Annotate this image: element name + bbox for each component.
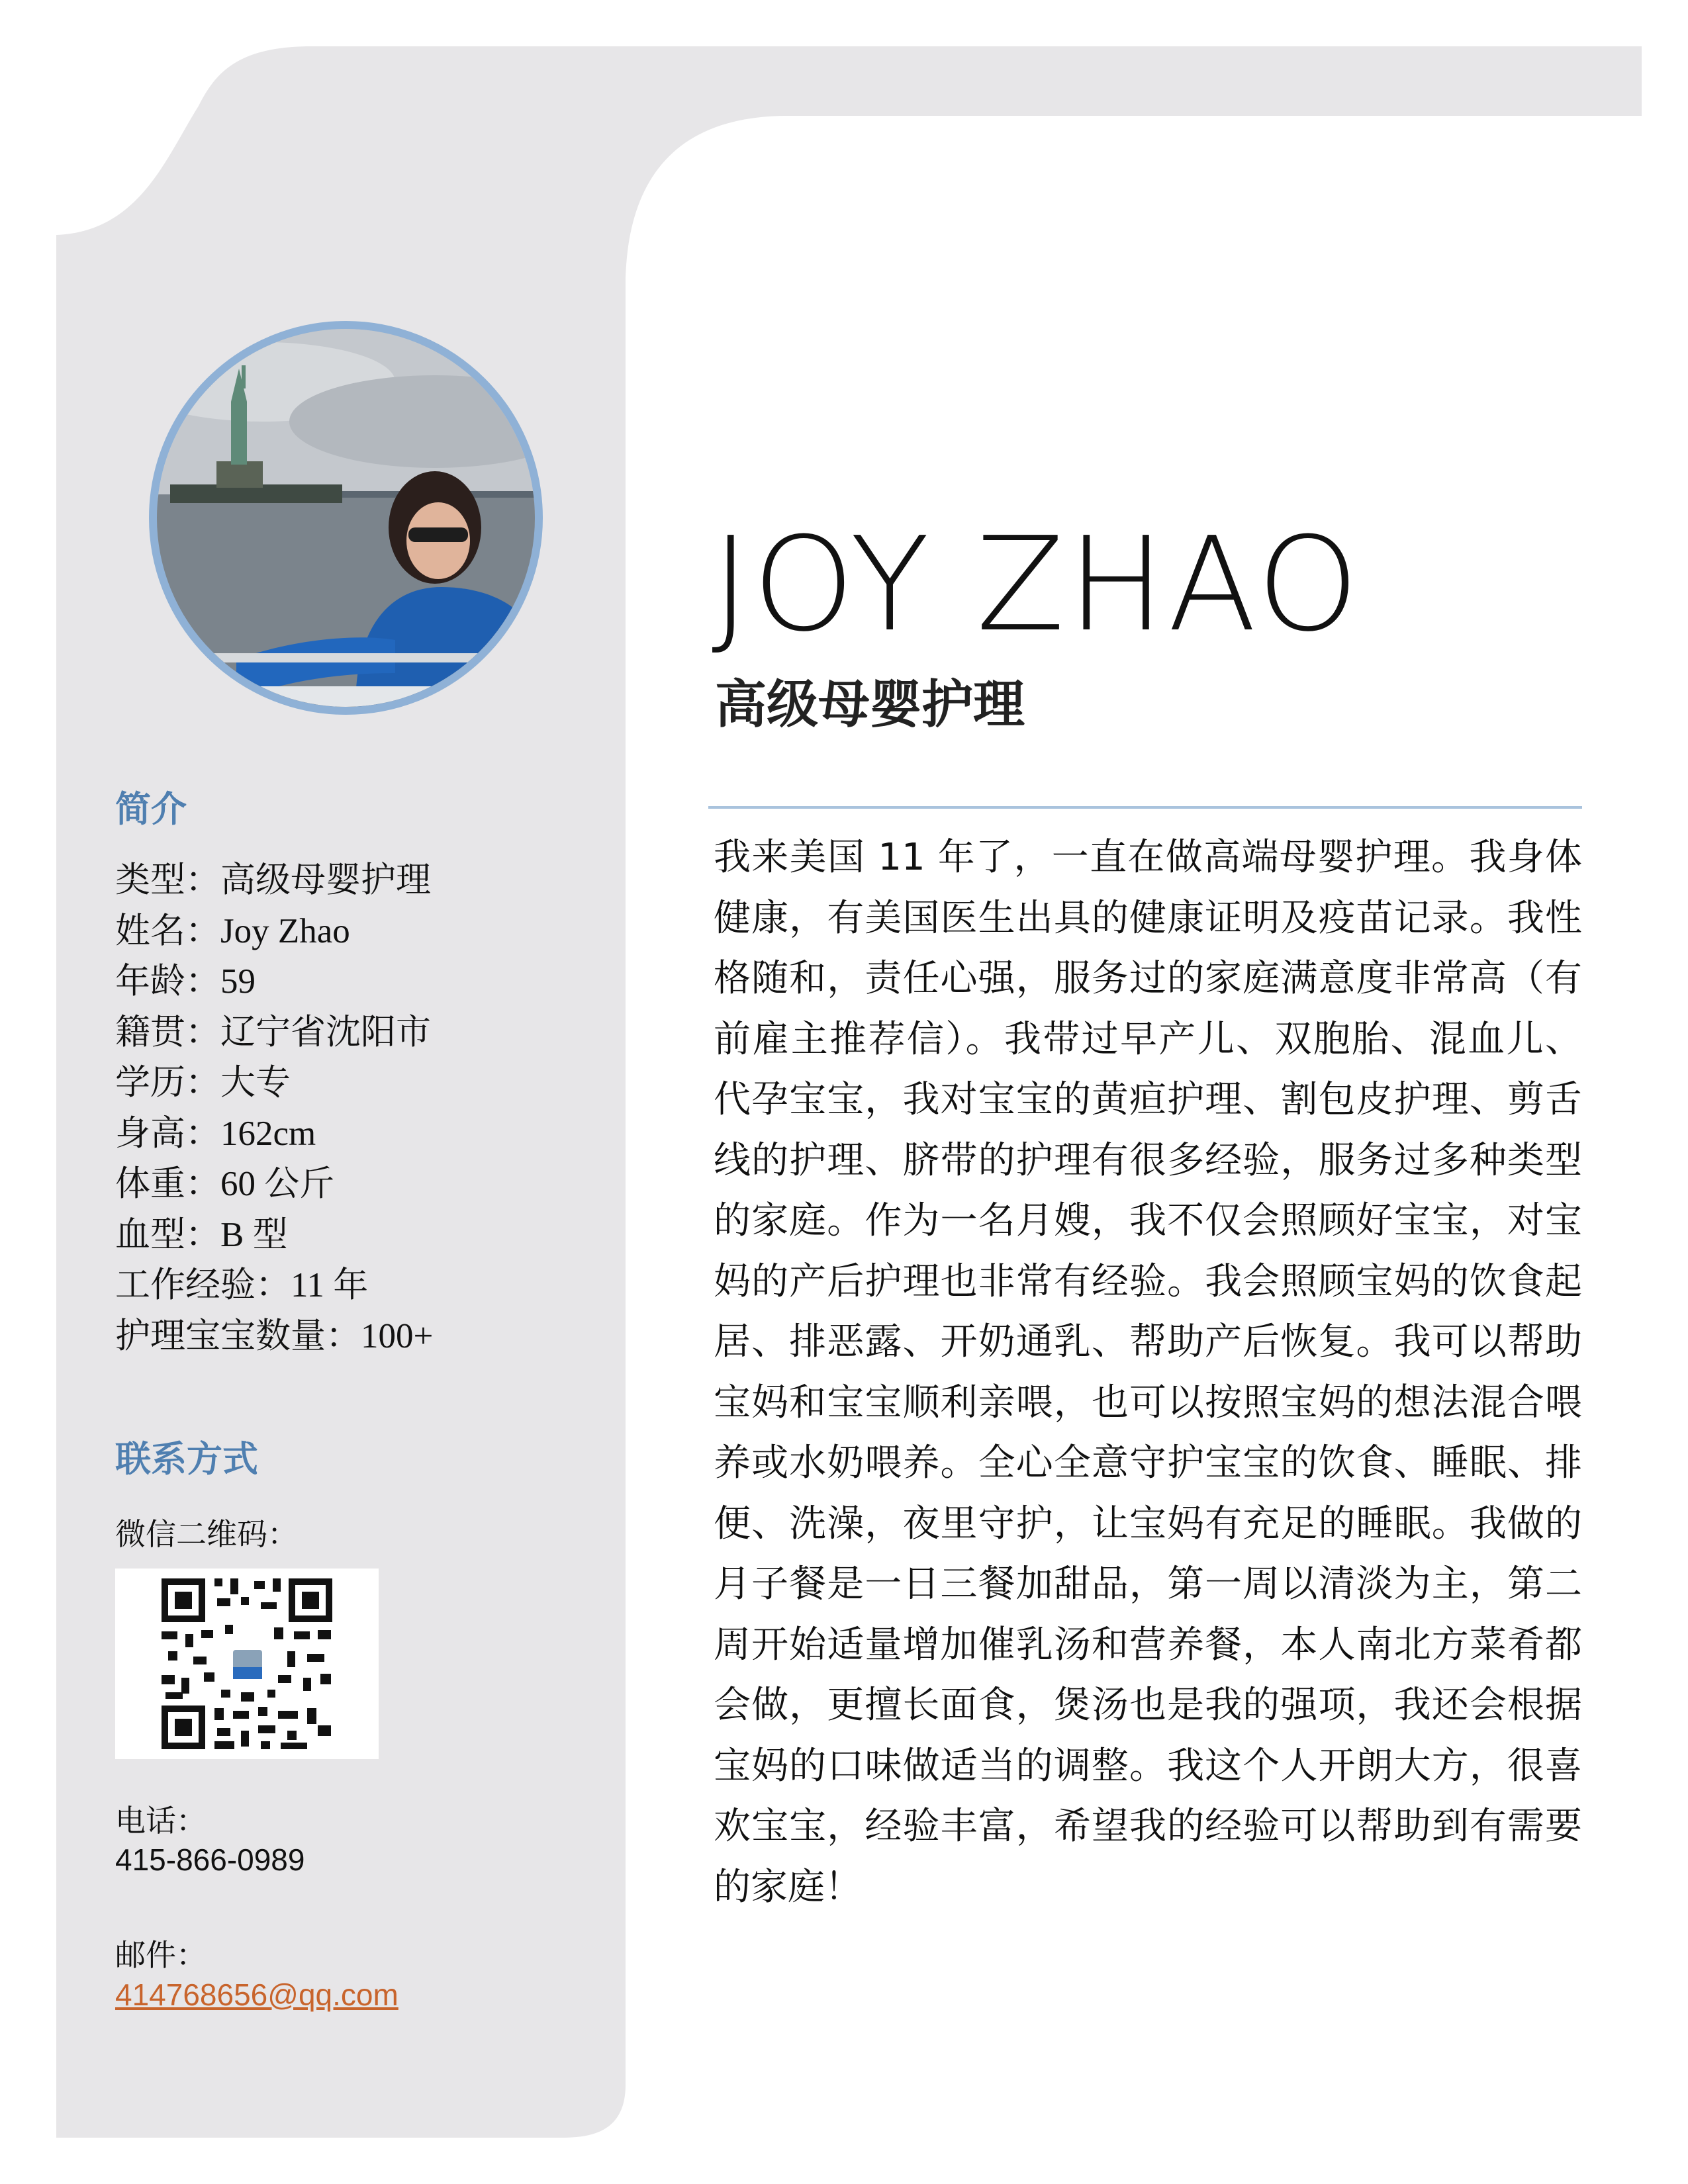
person-name: JOY ZHAO (712, 510, 1362, 660)
section-divider (708, 806, 1582, 809)
contact-heading: 联系方式 (115, 1439, 258, 1479)
profile-heading: 简介 (115, 790, 187, 829)
phone-label: 电话： (115, 1803, 207, 1838)
info-babies-count: 护理宝宝数量：100+ (115, 1316, 434, 1355)
info-hometown: 籍贯：辽宁省沈阳市 (115, 1013, 431, 1052)
email-link[interactable]: 414768656@qq.com (115, 1978, 399, 2012)
profile-info-list (115, 855, 433, 1361)
info-experience: 工作经验：11 年 (115, 1266, 369, 1304)
info-weight: 体重：60 公斤 (115, 1165, 335, 1203)
info-blood-type: 血型：B 型 (115, 1215, 288, 1254)
profile-photo (149, 321, 543, 715)
info-type: 类型：高级母婴护理 (115, 861, 431, 899)
wechat-qr-code[interactable] (115, 1569, 379, 1759)
info-name: 姓名：Joy Zhao (115, 911, 350, 950)
phone-number[interactable]: 415-866-0989 (115, 1843, 305, 1877)
bio-paragraph: 我来美国 11 年了，一直在做高端母婴护理。我身体健康，有美国医生出具的健康证明及疫苗记录。我性格随和，责任心强，服务过的家庭满意度非常高（有前雇主推荐信）。我带过早产儿、双胞胎、混血儿、代孕宝宝，我对宝宝的黄疸护理、割包皮护理、剪舌线的护理、脐带的护理有很多经验，服务过多种类型的家庭。作为一名月嫂，我不仅会照顾好宝宝，对宝妈的产后护理也非常有经验。我会照顾宝妈的饮食起居、排恶露、开奶通乳、帮助产后恢复。我可以帮助宝妈和宝宝顺利亲喂，也可以按照宝妈的想法混合喂养或水奶喂养。全心全意守护宝宝的饮食、睡眠、排便、洗澡，夜里守护，让宝妈有充足的睡眠。我做的月子餐是一日三餐加甜品，第一周以清淡为主，第二周开始适量增加催乳汤和营养餐，本人南北方菜肴都会做，更擅长面食，煲汤也是我的强项，我还会根据宝妈的口味做适当的调整。我这个人开朗大方，很喜欢宝宝，经验丰富，希望我的经验可以帮助到有需要的家庭！ (714, 836, 1582, 1909)
job-title: 高级母婴护理 (715, 675, 1025, 735)
wechat-label: 微信二维码： (115, 1517, 298, 1551)
info-education: 学历：大专 (115, 1064, 291, 1102)
info-age: 年龄：59 (115, 962, 256, 1001)
info-height: 身高：162cm (115, 1114, 316, 1153)
email-label: 邮件： (115, 1938, 207, 1972)
email-address[interactable] (115, 1977, 399, 2013)
